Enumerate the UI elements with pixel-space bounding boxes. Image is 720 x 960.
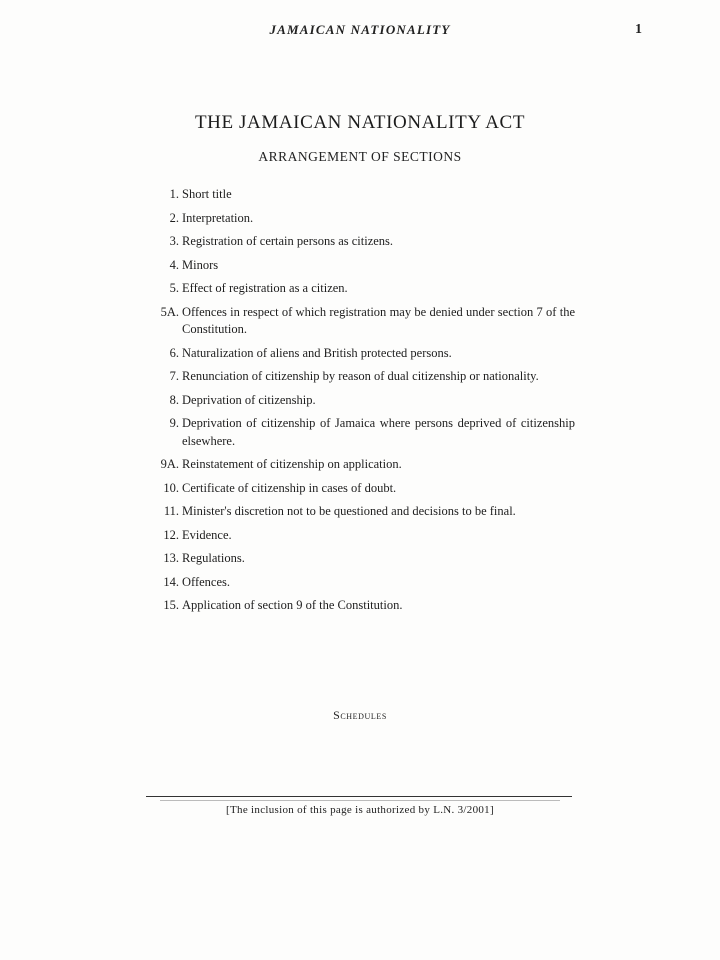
section-item — [155, 550, 575, 568]
section-title: Evidence. — [182, 527, 232, 542]
section-title: Deprivation of citizenship of Jamaica where persons deprived of citizenship elsewhere. — [182, 416, 575, 448]
section-item — [155, 368, 575, 386]
arrangement-heading: ARRANGEMENT OF SECTIONS — [258, 149, 462, 164]
footer-divider — [146, 796, 572, 797]
section-item — [155, 527, 575, 545]
running-head: JAMAICAN NATIONALITY — [269, 22, 451, 37]
authorization-note: [The inclusion of this page is authorized by L.N. 3/2001] — [226, 804, 494, 816]
section-number: 9A. — [160, 457, 179, 471]
section-number: 11. — [163, 504, 179, 518]
section-number: 3. — [169, 234, 179, 248]
section-item — [155, 304, 575, 339]
section-item — [155, 257, 575, 275]
section-number: 9. — [169, 416, 179, 430]
section-item — [155, 503, 575, 521]
section-title: Naturalization of aliens and British protected persons. — [182, 345, 452, 360]
page-number: 1 — [635, 22, 642, 37]
section-number: 5. — [169, 281, 179, 295]
section-number: 1. — [169, 187, 179, 201]
section-item — [155, 345, 575, 363]
section-item — [155, 597, 575, 615]
section-title: Offences in respect of which registration may be denied under section 7 of the Constitution. — [182, 304, 575, 336]
section-item — [155, 280, 575, 298]
act-title: THE JAMAICAN NATIONALITY ACT — [194, 112, 526, 133]
section-title: Offences. — [182, 574, 231, 589]
sections-list — [155, 186, 575, 621]
section-title: Short title — [182, 187, 232, 201]
section-title: Effect of registration as a citizen. — [182, 281, 348, 295]
section-number: 14. — [163, 574, 179, 589]
section-number: 8. — [169, 392, 179, 407]
section-item — [155, 392, 575, 410]
section-title: Regulations. — [182, 551, 245, 565]
footer-divider-shadow — [160, 800, 560, 801]
section-item — [155, 210, 575, 228]
section-title: Interpretation. — [182, 210, 254, 225]
section-title: Minors — [182, 257, 219, 272]
section-item — [155, 574, 575, 592]
section-title: Reinstatement of citizenship on application. — [182, 457, 402, 471]
section-title: Deprivation of citizenship. — [182, 392, 316, 407]
section-title: Certificate of citizenship in cases of doubt. — [182, 480, 397, 495]
section-number: 13. — [163, 551, 179, 565]
section-title: Registration of certain persons as citizens. — [182, 234, 394, 248]
section-item — [155, 456, 575, 474]
section-number: 6. — [169, 345, 179, 360]
section-number: 7. — [169, 369, 179, 383]
section-title: Renunciation of citizenship by reason of dual citizenship or nationality. — [182, 369, 539, 383]
schedules-heading: Schedules — [333, 708, 387, 722]
section-item — [155, 186, 575, 204]
section-number: 4. — [169, 257, 179, 272]
section-item — [155, 480, 575, 498]
section-title: Minister's discretion not to be questioned and decisions to be final. — [182, 504, 516, 518]
section-item — [155, 233, 575, 251]
section-number: 15. — [163, 598, 179, 612]
section-item — [155, 415, 575, 450]
section-number: 10. — [163, 480, 179, 495]
section-number: 2. — [169, 210, 179, 225]
section-number: 5A. — [160, 304, 179, 319]
section-title: Application of section 9 of the Constitution. — [182, 598, 403, 612]
section-number: 12. — [163, 527, 179, 542]
